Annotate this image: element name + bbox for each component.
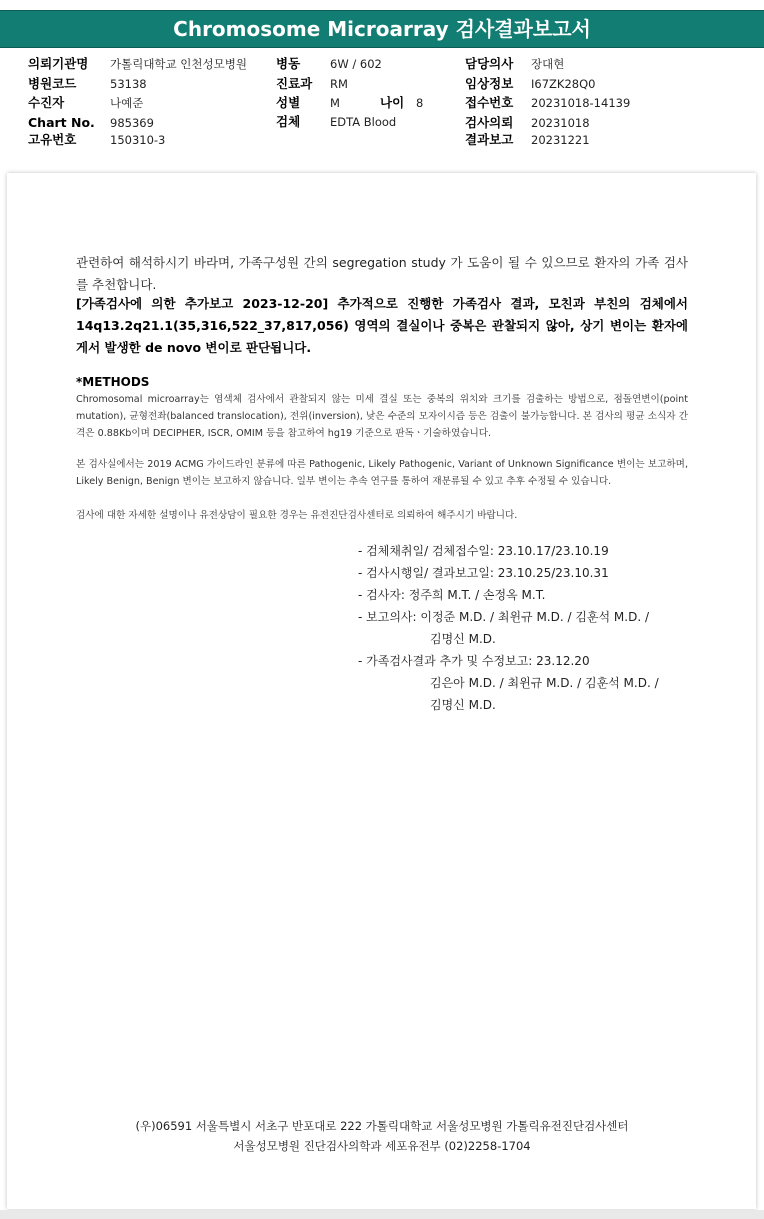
sex-value: M: [330, 96, 340, 110]
accession-number-label: 접수번호: [465, 95, 514, 110]
clinical-info-label: 임상정보: [465, 76, 514, 91]
reporting-policy-note: 본 검사실에서는 2019 ACMG 가이드라인 분류에 따른 Pathogenic, Likely Pathogenic, Variant of Unknown Significance 변이는 보고하며, Likely Benign, Benign 변이는 보고하지 않습니다. 일부 변이는 추속 연구를 통하여 재분류될 수 있고 추후 수정될 수 있습니다.: [76, 459, 688, 487]
footer-address: (우)06591 서울특별시 서초구 반포대로 222 가톨릭대학교 서울성모병원 가톨릭유전진단검사센터: [135, 1119, 629, 1133]
accession-number-value: 20231018-14139: [531, 96, 631, 110]
family-study-report-line: - 가족검사결과 추가 및 수정보고: 23.12.20: [358, 654, 590, 668]
test-date-line: - 검사시행일/ 결과보고일: 23.10.25/23.10.31: [358, 566, 609, 580]
genetic-counseling-note: 검사에 대한 자세한 설명이나 유전상담이 필요한 경우는 유전진단검사센터로 의뢰하여 해주시기 바랍니다.: [76, 510, 518, 521]
hospital-code-label: 병원코드: [28, 76, 77, 91]
reporting-physicians-line-cont: 김명신 M.D.: [430, 632, 496, 646]
methods-heading: *METHODS: [76, 375, 150, 389]
sex-label: 성별: [276, 95, 301, 110]
report-title: Chromosome Microarray 검사결과보고서: [0, 10, 764, 48]
methods-text: Chromosomal microarray는 염색체 검사에서 관찰되지 않는 미세 결실 또는 중복의 위치와 크기를 검출하는 방법으로, 점돌연변이(point mutation), 균형전좌(balanced translocation), 전위(inversion), 낮은 수준의 모자이시즘 등은 검출이 불가능합니다. 본 검사의 평균 소식자 간격은 0.88Kb이며 DECIPHER, ISCR, OMIM 등을 참고하여 hg19 기준으로 판독ㆍ기술하였습니다.: [76, 394, 688, 439]
department-value: RM: [330, 77, 348, 91]
interpretation-paragraph: 관련하여 해석하시기 바라며, 가족구성원 간의 segregation study 가 도움이 될 수 있으므로 환자의 가족 검사를 추천합니다.: [76, 255, 688, 292]
reporting-physicians-line: - 보고의사: 이정준 M.D. / 최윈규 M.D. / 김훈석 M.D. /: [358, 610, 650, 624]
family-study-addendum: [가족검사에 의한 추가보고 2023-12-20] 추가적으로 진행한 가족검사 결과, 모친과 부친의 검체에서 14q13.2q21.1(35,316,522_37,817,056) 영역의 결실이나 중복은 관찰되지 않아, 상기 변이는 환자에게서 발생한 de novo 변이로 판단됩니다.: [76, 296, 688, 355]
unique-number-label: 고유번호: [28, 132, 77, 147]
specimen-label: 검체: [276, 114, 301, 129]
test-request-label: 검사의뢰: [465, 115, 514, 130]
unique-number-value: 150310-3: [110, 133, 166, 147]
footer: [0, 1116, 764, 1156]
signature-block: [358, 540, 698, 716]
age-value: 8: [416, 96, 424, 110]
patient-name-value: 나예준: [110, 96, 144, 110]
age-label: 나이: [380, 95, 405, 110]
ward-value: 6W / 602: [330, 57, 382, 71]
result-report-value: 20231221: [531, 133, 590, 147]
family-study-physicians-line-cont: 김명신 M.D.: [430, 698, 496, 712]
chart-no-value: 985369: [110, 116, 154, 130]
specimen-value: EDTA Blood: [330, 115, 397, 129]
attending-physician-value: 장대현: [531, 57, 565, 71]
footer-contact: 서울성모병원 진단검사의학과 세포유전부 (02)2258-1704: [233, 1139, 531, 1153]
hospital-code-value: 53138: [110, 77, 147, 91]
technologist-line: - 검사자: 정주희 M.T. / 손정옥 M.T.: [358, 588, 546, 602]
ward-label: 병동: [276, 56, 301, 71]
test-request-value: 20231018: [531, 116, 590, 130]
collection-date-line: - 검체채취일/ 검체접수일: 23.10.17/23.10.19: [358, 544, 609, 558]
clinical-info-value: I67ZK28Q0: [531, 77, 596, 91]
department-label: 진료과: [276, 76, 313, 91]
patient-name-label: 수진자: [28, 95, 65, 110]
bottom-strip: [0, 1210, 764, 1219]
result-report-label: 결과보고: [465, 132, 514, 147]
attending-physician-label: 담당의사: [465, 56, 514, 71]
requesting-institution-label: 의뢰기관명: [28, 56, 89, 71]
family-study-physicians-line: 김은아 M.D. / 최윈규 M.D. / 김훈석 M.D. /: [430, 676, 659, 690]
requesting-institution-value: 가톨릭대학교 인천성모병원: [110, 57, 247, 71]
chart-no-label: Chart No.: [28, 115, 95, 130]
patient-info-header: [0, 55, 764, 155]
